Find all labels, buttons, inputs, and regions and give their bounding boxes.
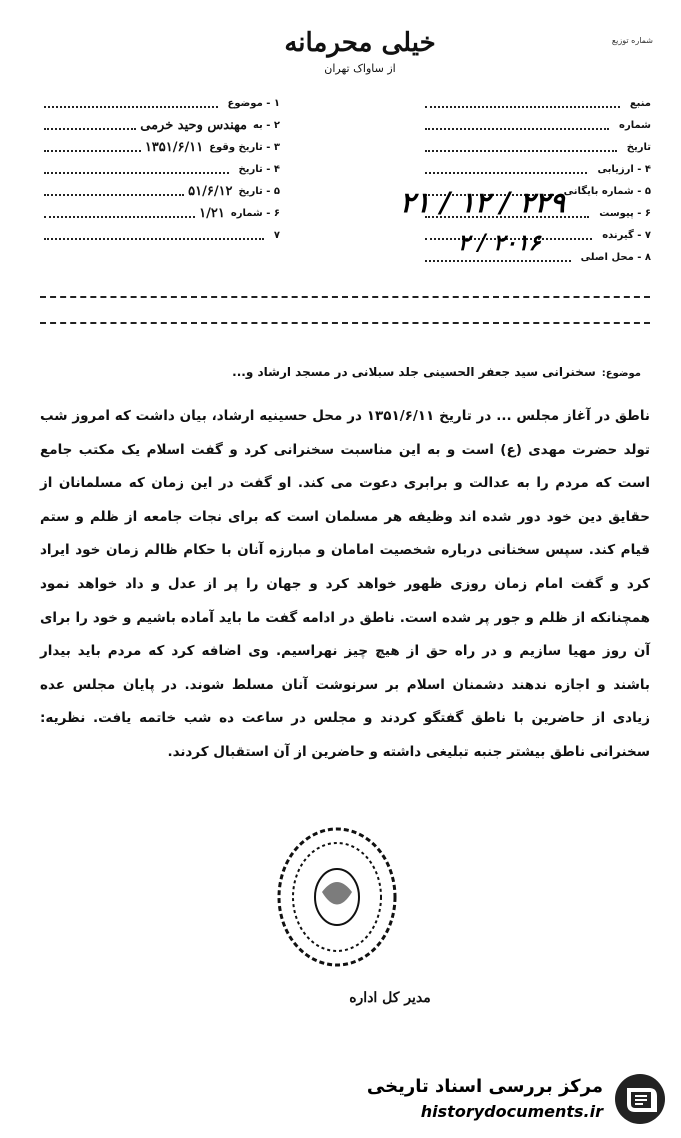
field-row bbox=[421, 114, 651, 136]
dotted-line bbox=[44, 186, 184, 196]
dotted-line bbox=[44, 142, 141, 152]
field-label: ۱ - موضوع bbox=[227, 97, 280, 109]
field-label: ۵ - تاریخ bbox=[238, 185, 280, 197]
field-label: ۷ - گیرنده bbox=[602, 229, 651, 241]
dotted-line bbox=[44, 164, 229, 174]
dotted-line bbox=[425, 98, 620, 108]
subject-line bbox=[41, 365, 641, 379]
field-value: ۱۳۵۱/۶/۱۱ bbox=[144, 139, 204, 155]
field-label: ۳ - تاریخ وقوع bbox=[209, 141, 280, 153]
document-title: خیلی محرمانه bbox=[284, 28, 436, 58]
field-label: منبع bbox=[629, 97, 651, 109]
dotted-line bbox=[44, 208, 195, 218]
field-row bbox=[40, 180, 280, 202]
field-row bbox=[40, 224, 280, 246]
field-label: ۷ bbox=[273, 229, 280, 241]
dotted-line bbox=[44, 120, 136, 130]
dotted-line bbox=[425, 120, 609, 130]
header-fields-left bbox=[40, 92, 280, 246]
field-label: ۸ - محل اصلی bbox=[580, 251, 651, 263]
field-row bbox=[40, 136, 280, 158]
field-label: ۶ - پیوست bbox=[599, 207, 651, 219]
field-row bbox=[40, 202, 280, 224]
dotted-line bbox=[44, 98, 218, 108]
field-label: ۲ - به bbox=[252, 119, 280, 131]
field-value: مهندس وحید خرمی bbox=[140, 117, 247, 133]
handwritten-reference: ۲۰۱۶ / ۲ bbox=[458, 230, 541, 256]
separator-line bbox=[40, 322, 650, 324]
watermark-url[interactable]: historydocuments.ir bbox=[420, 1102, 603, 1121]
dotted-line bbox=[425, 142, 617, 152]
document-subtitle: از ساواک تهران bbox=[324, 62, 396, 75]
field-row bbox=[421, 158, 651, 180]
field-label: ۶ - شماره bbox=[230, 207, 280, 219]
watermark-title: مرکز بررسی اسناد تاریخی bbox=[366, 1076, 603, 1097]
field-label: ۵ - شماره بایگانی bbox=[563, 185, 651, 197]
field-label: تاریخ bbox=[626, 141, 651, 153]
document-roll-logo-icon bbox=[613, 1072, 667, 1126]
dotted-line bbox=[425, 164, 587, 174]
subject-label: موضوع: bbox=[601, 368, 641, 379]
seal-caption: مدیر کل اداره bbox=[349, 990, 431, 1006]
field-label: شماره bbox=[619, 119, 651, 131]
distribution-note: شماره توزیع bbox=[611, 36, 653, 45]
field-value: ۱/۲۱ bbox=[199, 205, 225, 221]
field-label: ۴ - ارزیابی bbox=[597, 163, 651, 175]
field-value: ۵۱/۶/۱۲ bbox=[188, 183, 233, 199]
field-row bbox=[421, 136, 651, 158]
official-seal-icon bbox=[272, 822, 402, 972]
subject-text: سخنرانی سید جعفر الحسینی جلد سبلانی در مسجد ارشاد و... bbox=[232, 365, 596, 379]
watermark bbox=[366, 1070, 667, 1128]
report-body: ناطق در آغاز مجلس ... در تاریخ ۱۳۵۱/۶/۱۱ در محل حسینیه ارشاد، بیان داشت که امروز شب تولد حضرت مهدی (ع) است و به این مناسبت سخنرانی کرد و گفت اسلام یک مکتب جامع است که مردم را به عدالت و برابری دعوت می کند. او گفت در این زمان که مسلمانان از حقایق دین خود دور شده اند وظیفه هر مسلمان است که برای نجات جامعه از ظلم و ستم قیام کند. سپس سخنانی درباره شخصیت امامان و مبارزه آنان با حکام ظالم زمان خود ایراد کرد و گفت امام زمان روزی ظهور خواهد کرد و جهان را پر از عدل و داد خواهد نمود همچنانکه از ظلم و جور پر شده است. ناطق در ادامه گفت ما باید آماده باشیم و خود را برای آن روز مهیا سازیم و در راه حق از هیچ چیز نهراسیم. وی اضافه کرد که مردم باید بیدار باشند و اجازه ندهند دشمنان اسلام بر سرنوشت آنان مسلط شوند. در پایان مجلس عده زیادی از حاضرین با ناطق گفتگو کردند و مجلس در ساعت ده شب خاتمه یافت. نظریه: سخنرانی ناطق بیشتر جنبه تبلیغی داشته و حاضرین از آن استقبال کردند. bbox=[40, 408, 650, 760]
field-label: ۴ - تاریخ bbox=[238, 163, 280, 175]
field-row bbox=[40, 158, 280, 180]
separator-line bbox=[40, 296, 650, 298]
handwritten-number: ۲۲۹ / ۱۲ / ۲۱ bbox=[400, 186, 565, 219]
dotted-line bbox=[44, 230, 264, 240]
field-row bbox=[40, 92, 280, 114]
field-row bbox=[421, 92, 651, 114]
field-row bbox=[40, 114, 280, 136]
